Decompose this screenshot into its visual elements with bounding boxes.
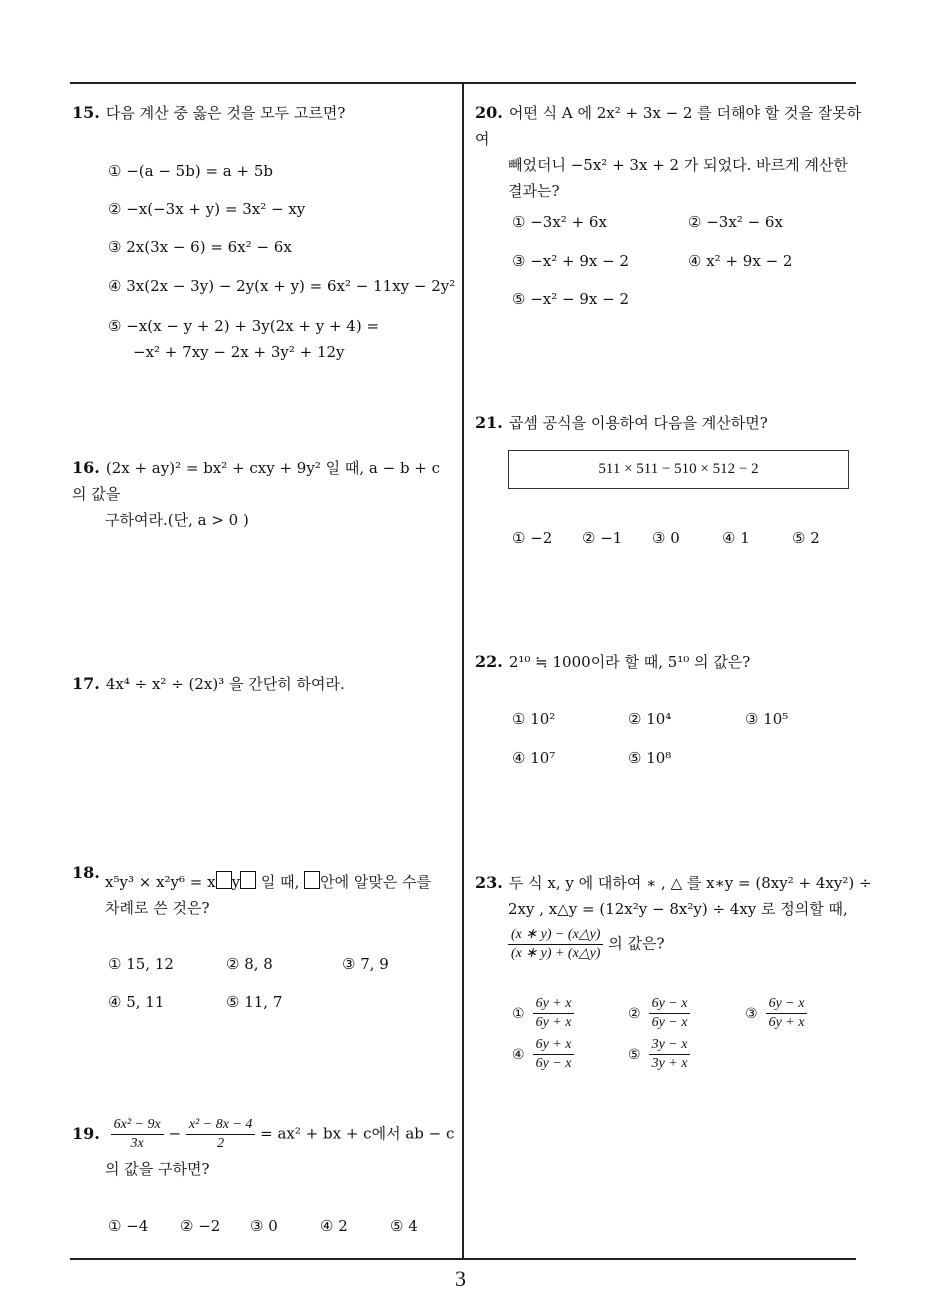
stem-rest: = ax² + bx + c에서 ab − c [260, 1124, 455, 1143]
stem-line1: 두 식 x, y 에 대하여 ∗ , △ 를 x∗y = (8xy² + 4xy²) ÷ [508, 874, 872, 892]
q19-choice-3[interactable]: ③ 0 [250, 1217, 278, 1235]
q21-choice-5[interactable]: ⑤ 2 [792, 529, 820, 547]
numerator: 6y − x [766, 995, 808, 1014]
blank-box [216, 871, 232, 889]
stem-line1: 어떤 식 A 에 2x² + 3x − 2 를 더해야 할 것을 잘못하여 [475, 104, 862, 148]
question-number: 22. [475, 652, 503, 671]
numerator: 3y − x [649, 1036, 691, 1055]
q15-choice-1[interactable]: ① −(a − 5b) = a + 5b [108, 162, 273, 180]
denominator: 6y − x [651, 1015, 688, 1030]
q20-choice-4[interactable]: ④ x² + 9x − 2 [688, 252, 793, 270]
question-16 [72, 455, 457, 533]
q23-choice-5[interactable] [628, 1036, 690, 1073]
question-number: 15. [72, 103, 100, 122]
q23-choice-4[interactable] [512, 1036, 574, 1073]
stem-line3: 결과는? [508, 182, 560, 200]
numerator: 6y − x [649, 995, 691, 1014]
choice-fraction [649, 1036, 691, 1073]
q22-choice-3[interactable]: ③ 10⁵ [745, 710, 789, 728]
stem-line2: 빼었더니 −5x² + 3x + 2 가 되었다. 바르게 계산한 [508, 156, 848, 174]
question-15 [72, 100, 457, 126]
denominator: 6y + x [535, 1015, 572, 1030]
choice-mark: ① [512, 1005, 525, 1022]
q21-choice-3[interactable]: ③ 0 [652, 529, 680, 547]
numerator: 6y + x [533, 995, 575, 1014]
q15-choice-3[interactable]: ③ 2x(3x − 6) = 6x² − 6x [108, 238, 292, 256]
choice-fraction [533, 995, 575, 1032]
denominator: (x ∗ y) + (x△y) [511, 946, 601, 961]
q22-choice-1[interactable]: ① 10² [512, 710, 556, 728]
numerator: 6x² − 9x [111, 1116, 164, 1135]
question-number: 23. [475, 873, 503, 892]
q23-choice-1[interactable] [512, 995, 574, 1032]
stem-tail: 의 값은? [608, 934, 665, 953]
denominator: 2 [217, 1136, 225, 1151]
denominator: 6y − x [535, 1056, 572, 1071]
q18-choice-1[interactable]: ① 15, 12 [108, 955, 174, 973]
page-number: 3 [455, 1266, 466, 1291]
q18-choice-3[interactable]: ③ 7, 9 [342, 955, 389, 973]
q20-choice-1[interactable]: ① −3x² + 6x [512, 213, 607, 231]
question-18-stem [105, 869, 461, 921]
q20-choice-5[interactable]: ⑤ −x² − 9x − 2 [512, 290, 630, 308]
q19-choice-2[interactable]: ② −2 [180, 1217, 221, 1235]
fraction-2 [186, 1116, 256, 1153]
q15-choice-5-continued: −x² + 7xy − 2x + 3y² + 12y [133, 343, 345, 361]
q18-choice-4[interactable]: ④ 5, 11 [108, 993, 165, 1011]
question-23-line3 [508, 926, 665, 963]
question-number: 18. [72, 863, 100, 882]
question-19-line2: 의 값을 구하면? [105, 1160, 210, 1178]
denominator: 3y + x [651, 1056, 688, 1071]
q18-choice-5[interactable]: ⑤ 11, 7 [226, 993, 283, 1011]
q23-choice-2[interactable] [628, 995, 690, 1032]
question-number: 20. [475, 103, 503, 122]
q21-choice-4[interactable]: ④ 1 [722, 529, 750, 547]
q21-choice-1[interactable]: ① −2 [512, 529, 553, 547]
q19-choice-1[interactable]: ① −4 [108, 1217, 149, 1235]
choice-mark: ④ [512, 1046, 525, 1063]
question-stem: 4x⁴ ÷ x² ÷ (2x)³ 을 간단히 하여라. [105, 675, 345, 693]
choice-fraction [533, 1036, 575, 1073]
q20-choice-3[interactable]: ③ −x² + 9x − 2 [512, 252, 630, 270]
expression-box: 511 × 511 − 510 × 512 − 2 [508, 450, 849, 489]
column-divider [462, 82, 464, 1260]
stem-part: 일 때, [256, 873, 300, 891]
q22-choice-2[interactable]: ② 10⁴ [628, 710, 672, 728]
question-17 [72, 671, 457, 697]
q18-choice-2[interactable]: ② 8, 8 [226, 955, 273, 973]
stem-line2: 2xy , x△y = (12x²y − 8x²y) ÷ 4xy 로 정의할 때, [508, 900, 848, 918]
stem-part: 안에 알맞은 수를 [320, 873, 432, 891]
q23-choice-3[interactable] [745, 995, 807, 1032]
question-20 [475, 100, 865, 204]
denominator: 3x [130, 1136, 144, 1151]
question-stem: 곱셈 공식을 이용하여 다음을 계산하면? [508, 414, 768, 432]
question-number: 19. [72, 1123, 100, 1143]
denominator: 6y + x [768, 1015, 805, 1030]
stem-part: y [231, 873, 241, 891]
q15-choice-5[interactable]: ⑤ −x(x − y + 2) + 3y(2x + y + 4) = [108, 317, 380, 335]
blank-box [304, 871, 320, 889]
bottom-rule [70, 1258, 856, 1260]
choice-fraction [649, 995, 691, 1032]
question-stem: 다음 계산 중 옳은 것을 모두 고르면? [105, 104, 346, 122]
q22-choice-5[interactable]: ⑤ 10⁸ [628, 749, 672, 767]
blank-box [240, 871, 256, 889]
q15-choice-4[interactable]: ④ 3x(2x − 3y) − 2y(x + y) = 6x² − 11xy − 2y² [108, 277, 456, 295]
question-stem-line2: 구하여라.(단, a > 0 ) [105, 511, 249, 529]
question-number: 21. [475, 413, 503, 432]
question-23 [475, 870, 872, 922]
choice-fraction [766, 995, 808, 1032]
numerator: x² − 8x − 4 [186, 1116, 256, 1135]
stem-part: x⁵y³ × x²y⁶ = x [105, 873, 216, 891]
stem-line2: 차례로 쓴 것은? [105, 899, 210, 917]
question-stem: 2¹⁰ ≒ 1000이라 할 때, 5¹⁰ 의 값은? [508, 653, 751, 671]
choice-mark: ② [628, 1005, 641, 1022]
question-22 [475, 649, 865, 675]
choice-mark: ⑤ [628, 1046, 641, 1063]
q21-choice-2[interactable]: ② −1 [582, 529, 623, 547]
fraction-1 [111, 1116, 164, 1153]
q19-choice-5[interactable]: ⑤ 4 [390, 1217, 418, 1235]
q20-choice-2[interactable]: ② −3x² − 6x [688, 213, 783, 231]
q19-choice-4[interactable]: ④ 2 [320, 1217, 348, 1235]
question-stem-line1: (2x + ay)² = bx² + cxy + 9y² 일 때, a − b + c 의 값을 [72, 459, 441, 503]
numerator: 6y + x [533, 1036, 575, 1055]
question-number: 16. [72, 458, 100, 477]
choice-mark: ③ [745, 1005, 758, 1022]
question-19 [72, 1116, 462, 1153]
q15-choice-2[interactable]: ② −x(−3x + y) = 3x² − xy [108, 200, 306, 218]
question-number: 17. [72, 674, 100, 693]
q22-choice-4[interactable]: ④ 10⁷ [512, 749, 556, 767]
fraction [508, 926, 603, 963]
question-21 [475, 410, 865, 436]
operator: − [168, 1124, 182, 1143]
numerator: (x ∗ y) − (x△y) [508, 926, 603, 945]
